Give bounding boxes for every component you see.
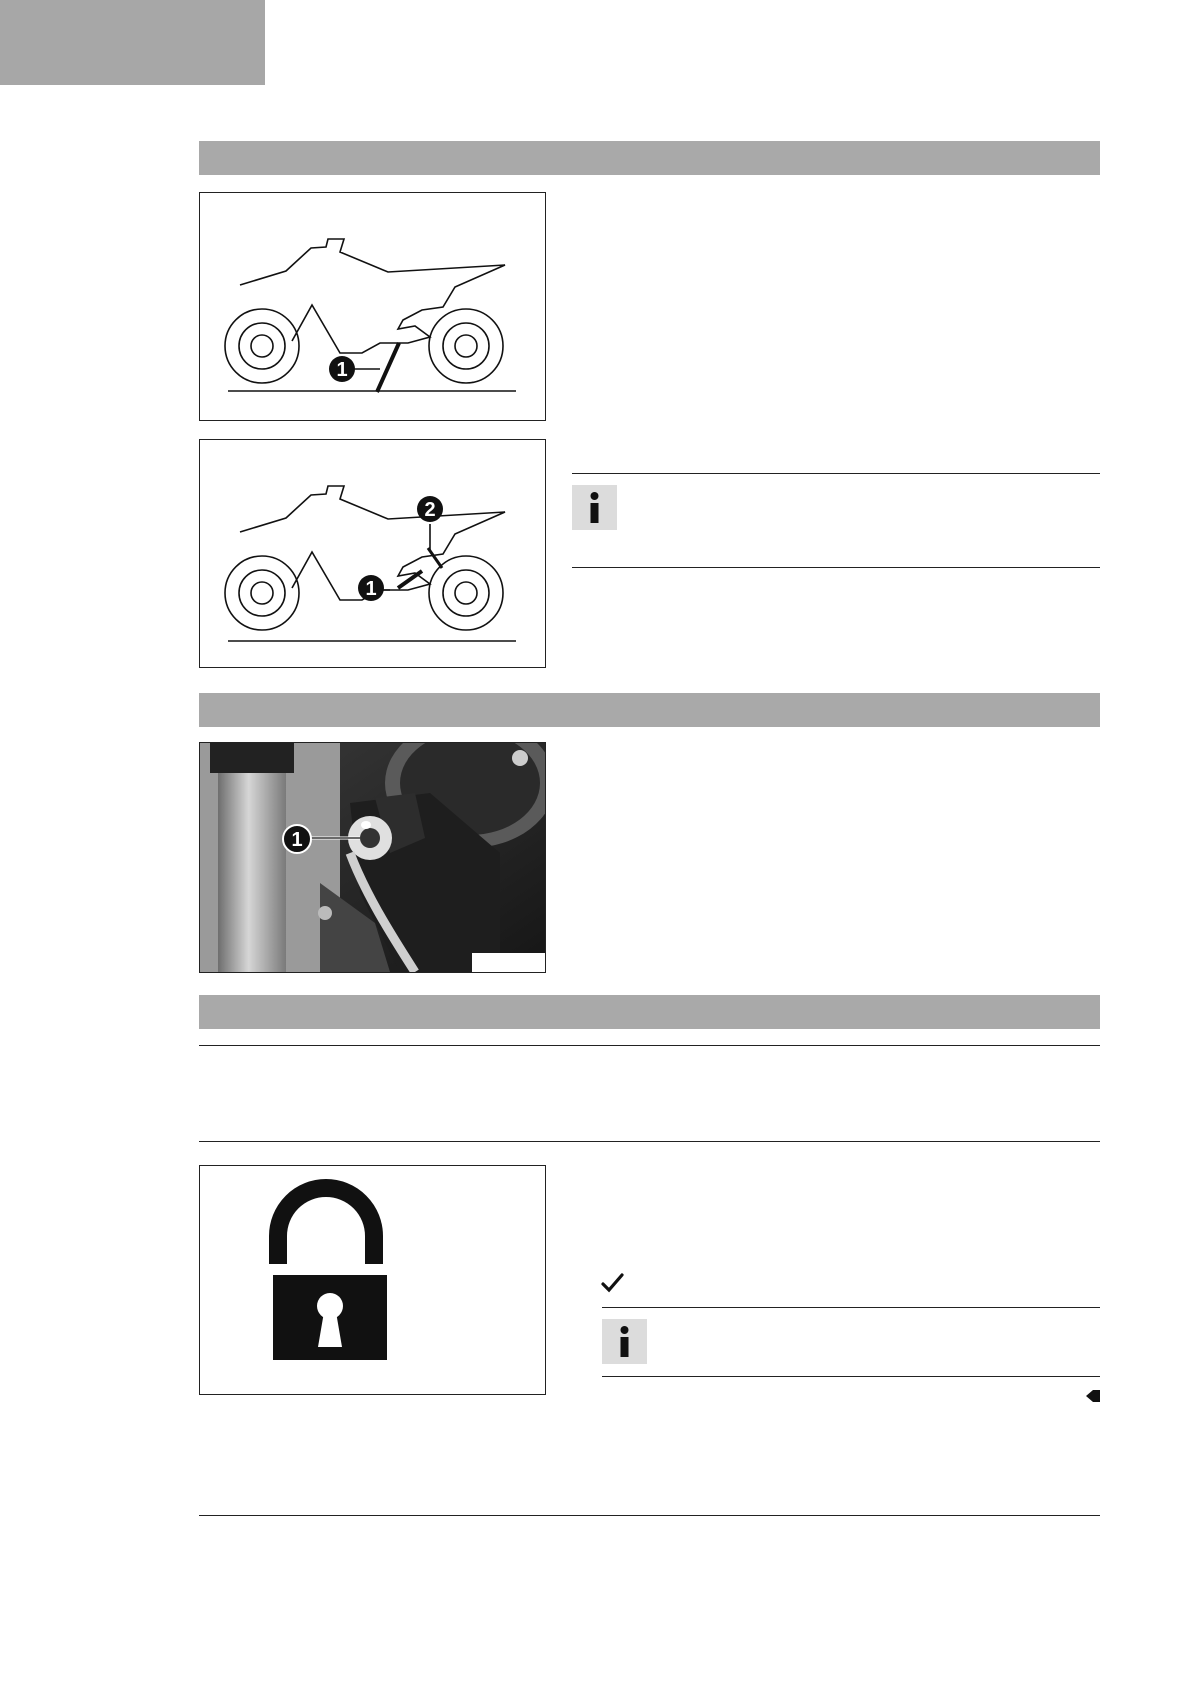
end-marker-icon xyxy=(1086,1389,1100,1403)
figure-stand-spring xyxy=(199,439,546,668)
callout-label: 1 xyxy=(365,578,377,600)
notice-rule-top xyxy=(199,1045,1100,1046)
section-header-bar-2 xyxy=(199,693,1100,727)
callout-label: 1 xyxy=(336,359,348,381)
motorcycle-side-stand-illustration xyxy=(200,193,545,420)
section-header-bar-1 xyxy=(199,141,1100,175)
note-rule-bottom-2 xyxy=(602,1376,1100,1377)
callout-label: 1 xyxy=(291,829,303,851)
note-rule-bottom xyxy=(572,567,1100,568)
figure-steering-lock-photo xyxy=(199,742,546,973)
note-rule-top-2 xyxy=(602,1307,1100,1308)
notice-rule-bottom xyxy=(199,1141,1100,1142)
figure-side-stand xyxy=(199,192,546,421)
callout-label: 2 xyxy=(424,499,436,521)
unlocked-padlock-icon xyxy=(200,1166,545,1394)
note-rule-top xyxy=(572,473,1100,474)
info-icon xyxy=(572,485,617,530)
figure-padlock xyxy=(199,1165,546,1395)
info-icon xyxy=(602,1319,647,1364)
chapter-tab xyxy=(0,0,265,85)
section-header-bar-3 xyxy=(199,995,1100,1029)
footer-rule xyxy=(199,1515,1100,1516)
motorcycle-stand-spring-illustration xyxy=(200,440,545,667)
check-icon xyxy=(600,1270,626,1296)
steering-lock-photo xyxy=(200,743,545,972)
